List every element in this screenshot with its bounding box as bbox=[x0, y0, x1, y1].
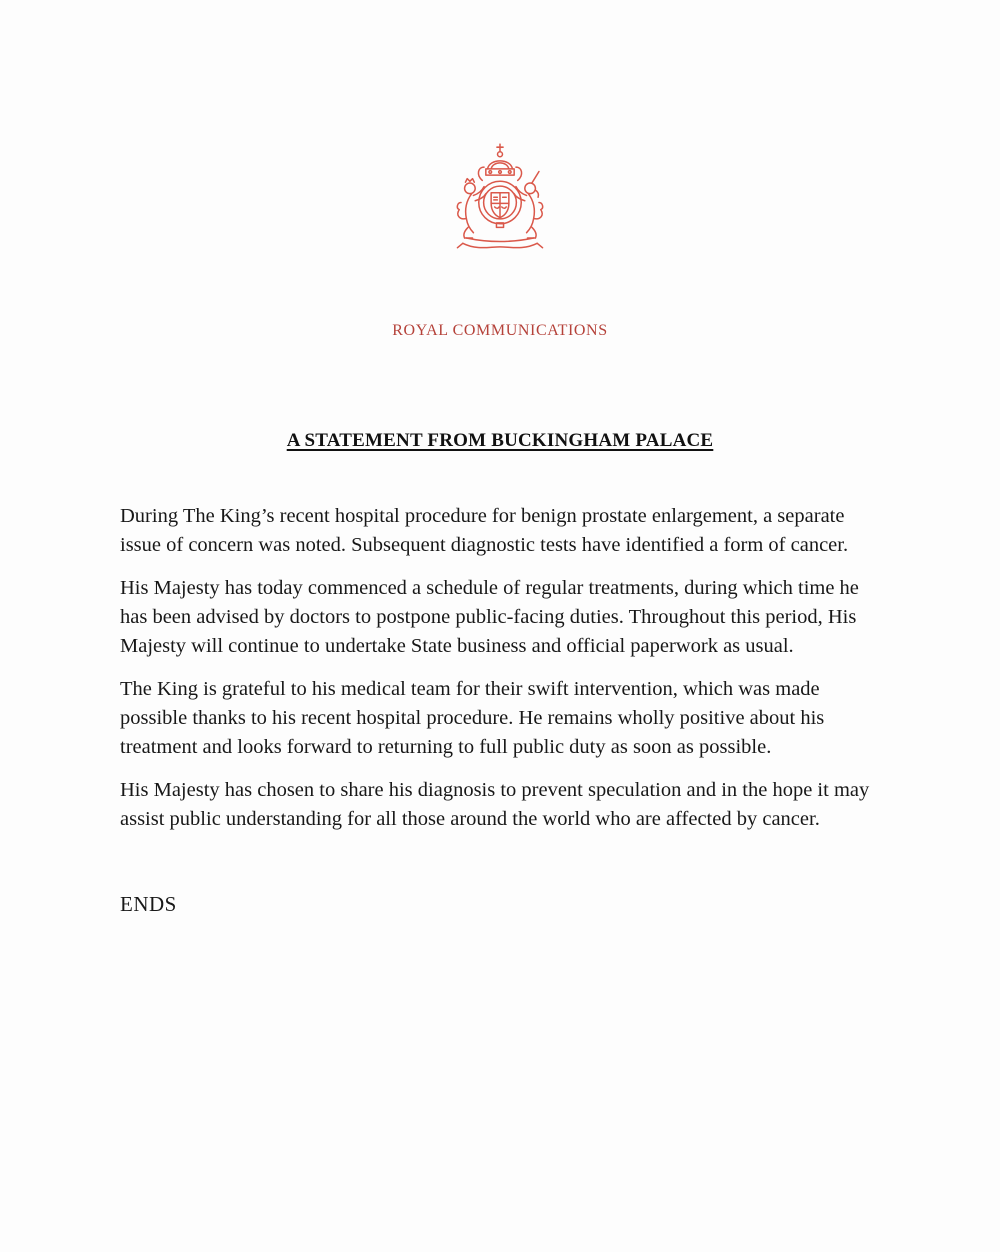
statement-paragraph-3: The King is grateful to his medical team for their swift intervention, which was made possible thanks to his recent hospital procedure. He remains wholly positive about his treatment and looks forward to returning to full public duty as soon as possible. bbox=[120, 678, 825, 758]
statement-paragraph-1: During The King’s recent hospital procedure for benign prostate enlargement, a separate issue of concern was noted. Subsequent diagnostic tests have identified a form of cancer. bbox=[120, 505, 849, 556]
org-name: ROYAL COMMUNICATIONS bbox=[392, 322, 608, 339]
statement-paragraph-2: His Majesty has today commenced a schedule of regular treatments, during which time he has been advised by doctors to postpone public-facing duties. Throughout this period, His Majesty will continue to undertake State business and official paperwork as usual. bbox=[120, 577, 859, 657]
statement-title: A STATEMENT FROM BUCKINGHAM PALACE bbox=[286, 430, 714, 451]
statement-body bbox=[120, 502, 880, 834]
end-marker: ENDS bbox=[120, 892, 177, 916]
letterhead bbox=[438, 138, 562, 260]
royal-coat-of-arms-icon bbox=[438, 138, 562, 260]
statement-paragraph-4: His Majesty has chosen to share his diagnosis to prevent speculation and in the hope it may assist public understanding for all those around the world who are affected by cancer. bbox=[120, 779, 870, 830]
